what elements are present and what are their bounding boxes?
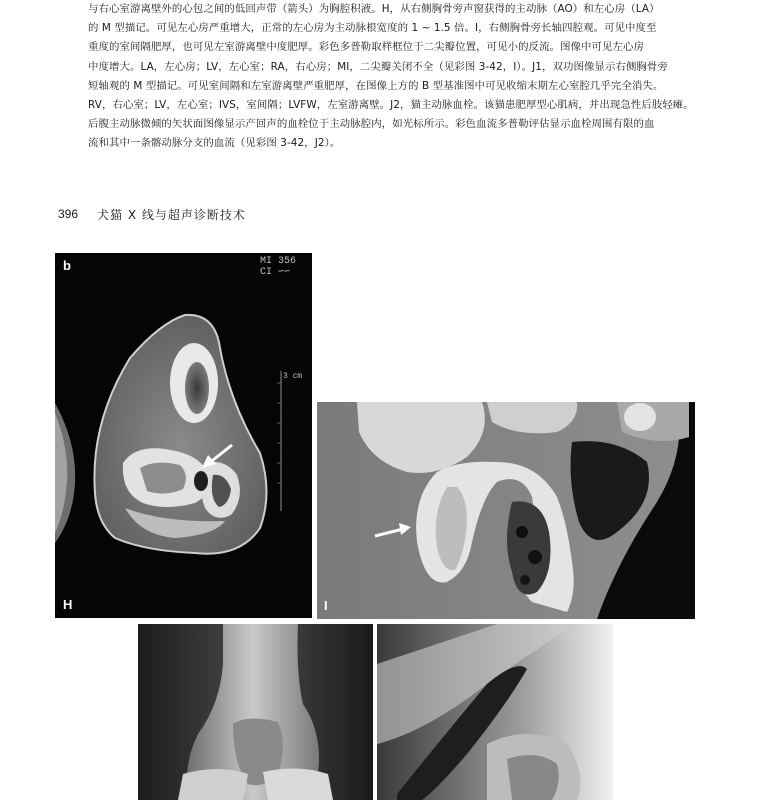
caption-line: 流和其中一条髂动脉分支的血流（见彩图 3-42，J2）。 [88, 137, 341, 150]
figure-radiograph-ap [138, 624, 373, 800]
scale-marker: 3 cm [283, 372, 303, 381]
caption-line: 与右心室游离壁外的心包之间的低回声带（箭头）为胸腔积液。H，从右侧胸骨旁声窗获得的主动脉（AO）和左心房（LA） [88, 3, 660, 15]
caption-line: 的 M 型描记。可见左心房严重增大，正常的左心房为主动脉根宽度的 1 ~ 1.5 倍。I，右侧胸骨旁长轴四腔观。可见中度至 [88, 22, 657, 35]
ct-axial-image [55, 253, 312, 618]
radiograph-lateral-image [377, 624, 613, 800]
caption-line: 重度的室间隔肥厚，也可见左室游离壁中度肥厚。彩色多普勒取样框位于二尖瓣位置，可见小的反流。图像中可见左心房 [88, 41, 644, 54]
figure-radiograph-lateral [377, 624, 613, 800]
arrow-icon [200, 442, 236, 470]
figure-ct-axial [55, 253, 312, 618]
caption-paragraph [88, 0, 728, 154]
caption-line: RV，右心室；LV，左心室；IVS，室间隔；LVFW，左室游离壁。J2，猫主动脉血栓。该猫患肥厚型心肌病，并出现急性后肢轻瘫。 [88, 99, 694, 112]
panel-label-h: H [63, 597, 73, 612]
corner-label: b [63, 258, 71, 273]
arrow-icon [373, 521, 413, 541]
caption-line: 中度增大。LA，左心房；LV，左心室；RA，右心房；MI，二尖瓣关闭不全（见彩图 3-42，I）。J1，双功图像显示右侧胸骨旁 [88, 60, 668, 73]
overlay-text-line2: CI ∽∽ [260, 267, 291, 278]
caption-line: 短轴观的 M 型描记。可见室间隔和左室游离壁严重肥厚，在图像上方的 B 型基准图中可见收缩末期左心室腔几乎完全消失。 [88, 79, 664, 92]
book-title: 犬猫 X 线与超声诊断技术 [97, 208, 246, 222]
panel-label-i: I [324, 598, 328, 613]
caption-line: 后腹主动脉微倾的矢状面图像显示产回声的血栓位于主动脉腔内，如光标所示。彩色血流多普勒评估显示血栓周围有限的血 [88, 118, 655, 131]
overlay-text-line1: MI 356 [260, 256, 297, 267]
page-number: 396 [58, 207, 79, 221]
radiograph-ap-image [138, 624, 373, 800]
figure-ct-sagittal [317, 402, 695, 619]
ct-sagittal-image [317, 402, 695, 619]
